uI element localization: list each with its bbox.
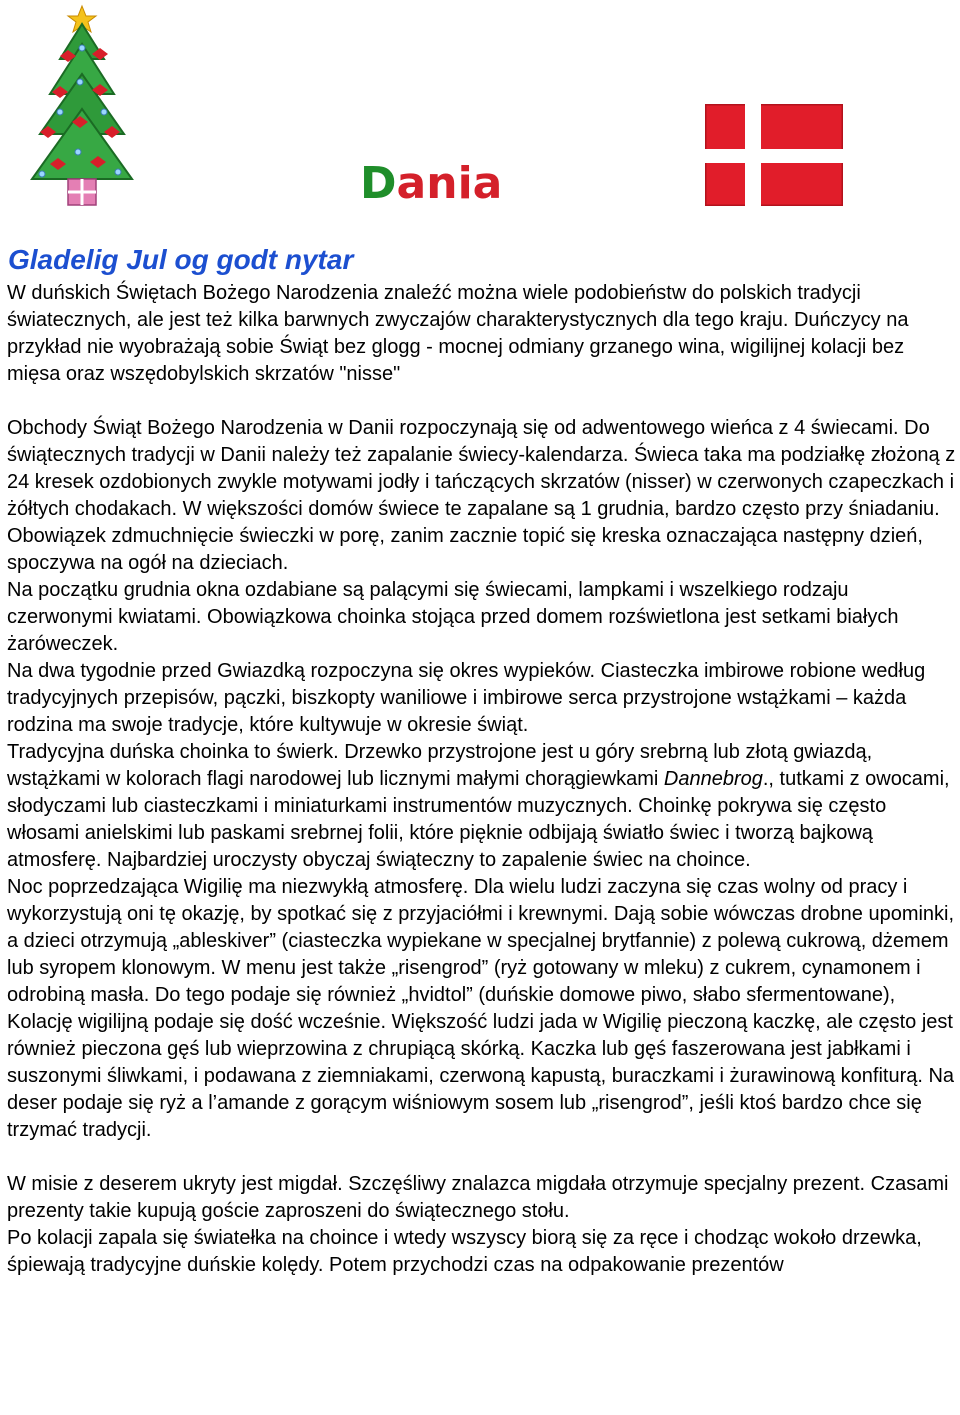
title-red-part-2: n [426,158,458,209]
paragraph-decorations: Na początku grudnia okna ozdabiane są palącymi się świecami, lampkami i wszelkiego rodzaju czerwonymi kwiatami. Obowiązkowa choinka stojąca przed domem rozświetlona jest setkami białych żaróweczek. [7,579,899,655]
paragraph-almond: W misie z deserem ukryty jest migdał. Szczęśliwy znalazca migdała otrzymuje specjalny prezent. Czasami prezenty takie kupują goście zaproszeni do świątecznego stołu. [7,1173,949,1222]
paragraph-christmas-eve: Noc poprzedzająca Wigilię ma niezwykłą atmosferę. Dla wielu ludzi zaczyna się czas wolny od pracy i wykorzystują oni tę okazję, by spotkać się z przyjaciółmi i krewnymi. Dają sobie wówczas drobne upominki, a dzieci otrzymują „ableskiver” (ciasteczka wypiekane w specjalnej brytfannie) z polewą cukrową, dżemem lub syropem klonowym. W menu jest także „risengrod” (ryż gotowany w mleku) z cukrem, cynamonem i odrobiną masła. Do tego podaje się również „hvidtol” (duńskie domowe piwo, słabo sfermentowane), Kolację wigilijną podaje się dość wcześnie. Większość ludzi jada w Wigilię pieczoną kaczkę, ale często jest również pieczona gęś lub wieprzowina z chrupiącą skórką. Kaczka lub gęś faszerowana jest jabłkami i suszonymi śliwkami, i podawana z ziemniakami, czerwoną kapustą, buraczkami i żurawinową konfiturą. Na deser podaje się ryż a l’amande z gorącym wiśniowym sosem lub „risengrod”, jeśli ktoś bardzo chce się trzymać tradycji. [7,876,955,1141]
dannebrog-term: Dannebrog [663,768,763,790]
title-green-part: D [360,158,397,209]
tree-text-b: ., tutkami z owocami, słodyczami lub ciasteczkami i miniaturkami instrumentów muzycznych. Choinkę pokrywa się często włosami anielskimi lub paskami srebrnej folii, które pięknie odbijają światło świec i tworzą bajkową atmosferę. Najbardziej uroczysty obyczaj świąteczny to zapalenie świec na choince. [7,768,950,871]
denmark-flag-icon [705,104,843,206]
subtitle: Gladelig Jul og godt nytar [8,244,354,275]
christmas-tree-icon [30,4,134,214]
paragraph-intro: W duńskich Świętach Bożego Narodzenia znaleźć można wiele podobieństw do polskich tradycji światecznych, ale jest też kilka barwnych zwyczajów charakterystycznych dla tego kraju. Duńczycy na przykład nie wyobrażają sobie Świąt bez glogg - mocnej odmiany grzanego wina, wigilijnej kolacji bez mięsa oraz wszędobylskich skrzatów "nisse" [7,282,909,385]
paragraph-after-dinner: Po kolacji zapala się światełka na choince i wtedy wszyscy biorą się za ręce i chodząc wokoło drzewka, śpiewają tradycyjne duńskie kolędy. Potem przychodzi czas na odpakowanie prezentów [7,1227,922,1276]
article-body [7,280,959,1279]
paragraph-gap [7,1144,959,1171]
paragraph-tree [7,739,959,874]
paragraph-gap [7,388,959,415]
page-title [360,158,503,209]
title-red-part-1: a [396,158,427,209]
paragraph-advent: Obchody Świąt Bożego Narodzenia w Danii rozpoczynają się od adwentowego wieńca z 4 świecami. Do świątecznych tradycji w Danii należy też zapalanie świecy-kalendarza. Świeca taka ma podziałkę złożoną z 24 kresek ozdobionych zwykle motywami jodły i tańczących skrzatów (nisser) w czerwonych czapeczkach i żółtych chodakach. W większości domów świece te zapalane są 1 grudnia, bardzo często przy śniadaniu. Obowiązek zdmuchnięcie świeczki w porę, zanim zacznie topić się kreska oznaczająca następny dzień, spoczywa na ogół na dzieciach. [7,417,956,574]
tree-text-a: Tradycyjna duńska choinka to świerk. Drzewko przystrojone jest u góry srebrną lub złotą gwiazdą, wstążkami w kolorach flagi narodowej lub licznymi małymi chorągiewkami [7,741,873,790]
title-red-part-3: ia [457,158,503,209]
paragraph-baking: Na dwa tygodnie przed Gwiazdką rozpoczyna się okres wypieków. Ciasteczka imbirowe robione według tradycyjnych przepisów, pączki, biszkopty waniliowe i imbirowe serca przystrojone wstążkami – każda rodzina ma swoje tradycje, które kultywuje w okresie świąt. [7,660,926,736]
